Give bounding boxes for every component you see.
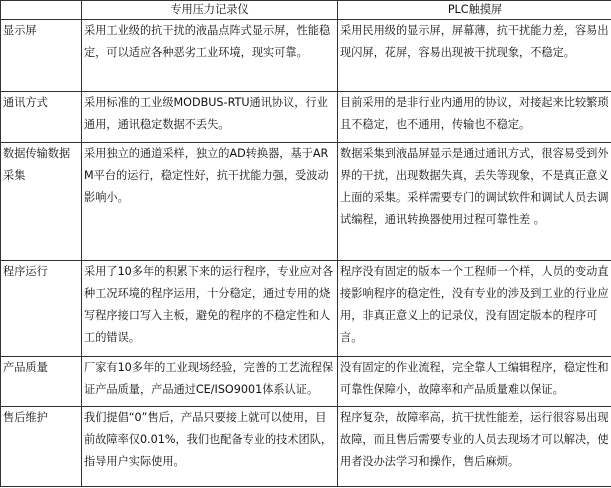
dedicated-cell: 采用标准的工业级MODBUS-RTU通讯协议，行业通用，通讯稳定数据不丢失。 xyxy=(82,92,338,143)
plc-cell: 程序没有固定的版本一个工程师一个样，人员的变动直接影响程序的稳定性，没有专业的涉及到工业的行业应用，非真正意义上的记录仪，没有固定版本的程序可言。 xyxy=(338,261,611,357)
plc-cell: 数据采集到液晶屏显示是通过通讯方式，很容易受到外界的干扰，出现数据失真，丢失等现象，不是真正意义上面的采集。采样需要专门的调试软件和调试人员去调试编程，通讯转换器使用过程可靠性差 。 xyxy=(338,143,611,261)
header-dedicated-recorder: 专用压力记录仪 xyxy=(82,1,338,20)
dedicated-cell: 采用了10多年的积累下来的运行程序，专业应对各种工况环境的程序运用，十分稳定，通过专用的烧写程序接口写入主板，避免的程序的不稳定性和人工的错误。 xyxy=(82,261,338,357)
plc-cell: 程序复杂，故障率高，抗干扰性能差，运行很容易出现故障，而且售后需要专业的人员去现场才可以解决，使用者没办法学习和操作，售后麻烦。 xyxy=(338,407,611,487)
row-label: 程序运行 xyxy=(1,261,82,357)
plc-cell: 没有固定的作业流程，完全靠人工编辑程序，稳定性和可靠性保障小，故障率和产品质量难以保证。 xyxy=(338,357,611,407)
row-label: 产品质量 xyxy=(1,357,82,407)
table-row xyxy=(1,407,611,487)
table-row xyxy=(1,357,611,407)
header-plc-touchscreen: PLC触摸屏 xyxy=(338,1,611,20)
plc-cell: 采用民用级的显示屏，屏幕薄，抗干扰能力差，容易出现闪屏，花屏，容易出现被干扰现象，不稳定。 xyxy=(338,20,611,92)
header-row xyxy=(1,1,611,20)
table-row xyxy=(1,92,611,143)
table-row xyxy=(1,261,611,357)
table-row xyxy=(1,20,611,92)
row-label: 售后维护 xyxy=(1,407,82,487)
dedicated-cell: 我们提倡“0”售后，产品只要接上就可以使用，目前故障率仅0.01%，我们也配备专业的技术团队，指导用户实际使用。 xyxy=(82,407,338,487)
plc-cell: 目前采用的是非行业内通用的协议，对接起来比较繁琐且不稳定，也不通用，传输也不稳定。 xyxy=(338,92,611,143)
dedicated-cell: 采用工业级的抗干扰的液晶点阵式显示屏，性能稳定，可以适应各种恶劣工业环境，现实可靠。 xyxy=(82,20,338,92)
row-label: 数据传输数据采集 xyxy=(1,143,82,261)
dedicated-cell: 厂家有10多年的工业现场经验，完善的工艺流程保证产品质量，产品通过CE/ISO9001体系认证。 xyxy=(82,357,338,407)
row-label: 显示屏 xyxy=(1,20,82,92)
table-row xyxy=(1,143,611,261)
row-label: 通讯方式 xyxy=(1,92,82,143)
dedicated-cell: 采用独立的通道采样，独立的AD转换器，基于ARM平台的运行，稳定性好，抗干扰能力强，受波动影响小。 xyxy=(82,143,338,261)
header-empty-cell xyxy=(1,1,82,20)
